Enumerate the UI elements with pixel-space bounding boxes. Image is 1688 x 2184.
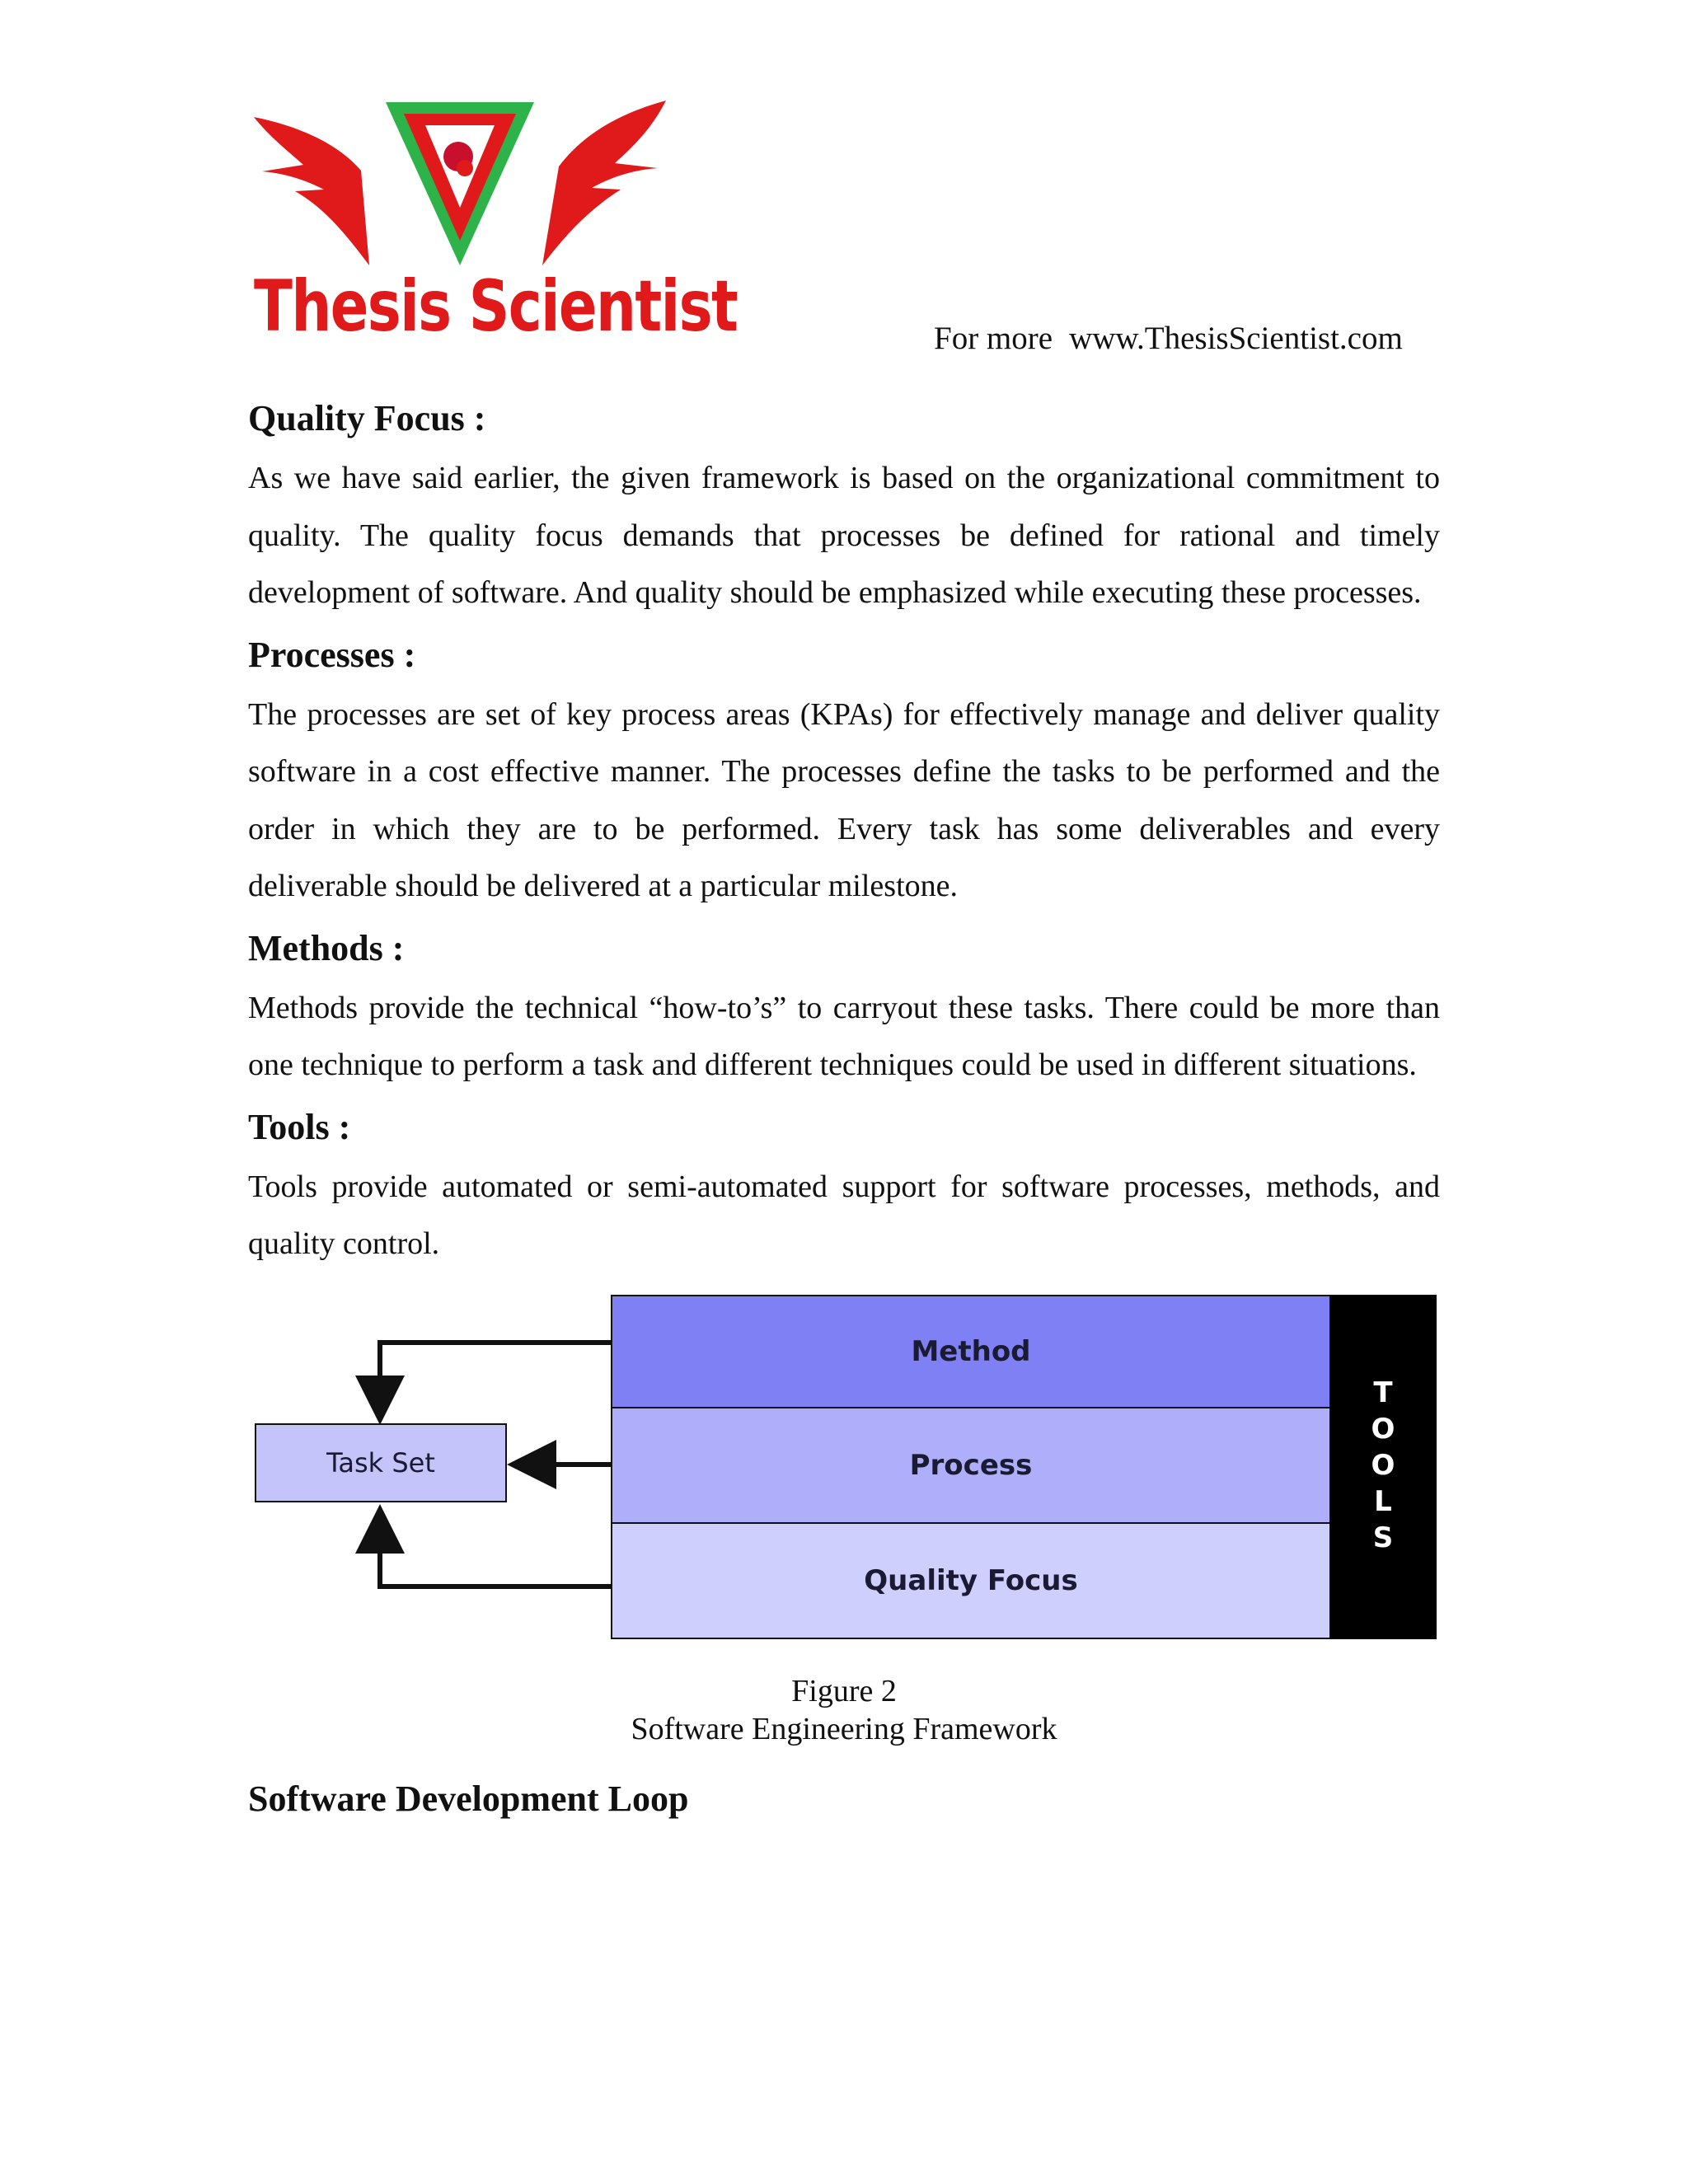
header-link-prefix: For more (934, 321, 1053, 356)
tools-column (1329, 1295, 1437, 1639)
paragraph-tools: Tools provide automated or semi-automated support for software processes, methods, and quality control. (248, 1169, 1440, 1261)
figure-title: Software Engineering Framework (631, 1711, 1057, 1746)
arrow-method-to-taskset (380, 1343, 611, 1415)
paragraph-methods: Methods provide the technical “how-to’s” to carryout these tasks. There could be more than one technique to perform a task and different techniques could be used in different situations. (248, 990, 1440, 1082)
task-set-box: Task Set (255, 1423, 507, 1502)
figure-caption (248, 1672, 1440, 1748)
layer-quality-focus: Quality Focus (611, 1522, 1331, 1639)
arrow-quality-to-taskset (380, 1514, 611, 1586)
paragraph-quality-focus: As we have said earlier, the given framework is based on the organizational commitment to quality. The quality focus demands that processes be defined for rational and timely development of software. And quality should be emphasized while executing these processes. (248, 461, 1440, 610)
logo-text: Thesis Scientist (254, 265, 738, 348)
heading-methods: Methods : (248, 927, 405, 968)
header-link (934, 320, 1403, 357)
framework-diagram (248, 1295, 1440, 1657)
paragraph-processes: The processes are set of key process areas (KPAs) for effectively manage and deliver quality software in a cost effective manner. The processes define the tasks to be performed and the order in which they are to be performed. Every task has some deliverables and every deliverable should be delivered at a particular milestone. (248, 696, 1440, 903)
document-body (248, 387, 1440, 1830)
heading-tools: Tools : (248, 1106, 351, 1147)
layer-method: Method (611, 1295, 1331, 1408)
tools-label: TOOLS (1367, 1376, 1400, 1558)
heading-quality-focus: Quality Focus : (248, 398, 486, 438)
thesis-scientist-logo (246, 92, 738, 364)
layer-process: Process (611, 1407, 1331, 1524)
heading-processes: Processes : (248, 634, 416, 675)
website-link[interactable]: www.ThesisScientist.com (1069, 321, 1403, 356)
figure-number: Figure 2 (791, 1673, 897, 1708)
heading-software-development-loop: Software Development Loop (248, 1778, 689, 1819)
